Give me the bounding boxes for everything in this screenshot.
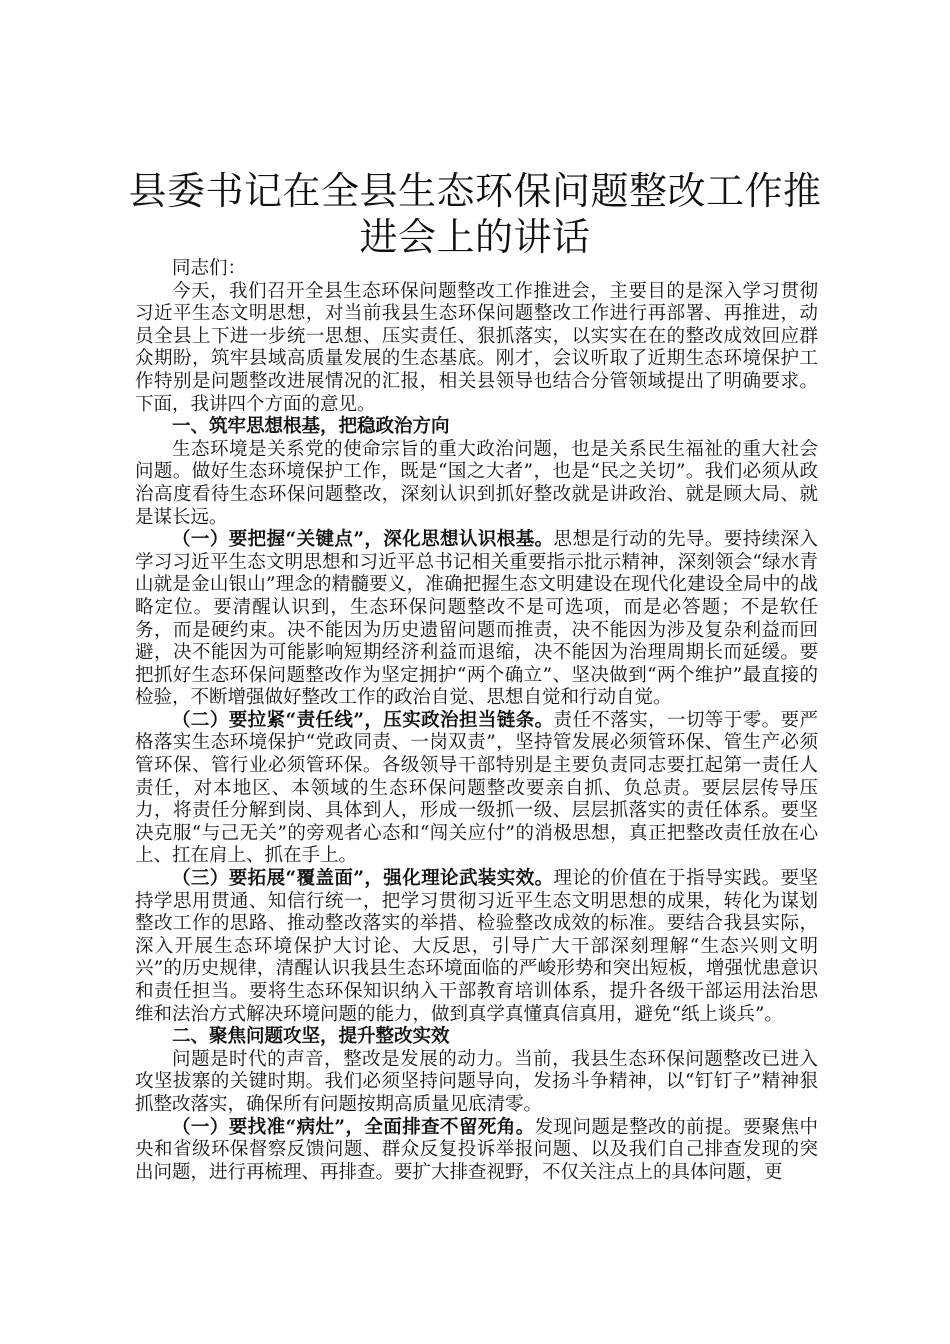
intro-paragraph: 今天，我们召开全县生态环保问题整改工作推进会，主要目的是深入学习贯彻习近平生态文明思想，对当前我县生态环保问题整改工作进行再部署、再推进，动员全县上下进一步统一思想、压实责任、狠抓落实，以实实在在的整改成效回应群众期盼，筑牢县域高质量发展的生态基底。刚才，会议听取了近期生态环境保护工作特别是问题整改进展情况的汇报，相关县领导也结合分管领域提出了明确要求。下面，我讲四个方面的意见。 bbox=[135, 280, 818, 415]
item-text: 责任不落实，一切等于零。要严格落实生态环境保护“党政同责、一岗双责”，坚持管发展必须管环保、管生产必须管环保、管行业必须管环保。各级领导干部特别是主要负责同志要扛起第一责任人责任，对本地区、本领域的生态环保问题整改要亲自抓、负总责。要层层传导压力，将责任分解到岗、具体到人，形成一级抓一级、层层抓落实的责任体系。要坚决克服“与己无关”的旁观者心态和“闯关应付”的消极思想，真正把整改责任放在心上、扛在肩上、抓在手上。 bbox=[135, 709, 818, 867]
section-2-item-1 bbox=[135, 1117, 818, 1185]
item-text: 发现问题是整改的前提。要聚焦中央和省级环保督察反馈问题、群众反复投诉举报问题、以及我们自己排查发现的突出问题，进行再梳理、再排查。要扩大排查视野，不仅关注点上的具体问题，更 bbox=[135, 1116, 818, 1183]
section-1-lead: 生态环境是关系党的使命宗旨的重大政治问题，也是关系民生福祉的重大社会问题。做好生态环境保护工作，既是“国之大者”，也是“民之关切”。我们必须从政治高度看待生态环保问题整改，深刻认识到抓好整改就是讲政治、就是顾大局、就是谋长远。 bbox=[135, 438, 818, 528]
document-title: 县委书记在全县生态环保问题整改工作推进会上的讲话 bbox=[128, 169, 822, 259]
item-heading: （三）要拓展“覆盖面”，强化理论武装实效。 bbox=[172, 868, 554, 890]
item-heading: （二）要拉紧“责任线”，压实政治担当链条。 bbox=[172, 709, 554, 731]
section-1-item-2 bbox=[135, 710, 818, 868]
section-1-item-3 bbox=[135, 868, 818, 1026]
section-1-item-1 bbox=[135, 529, 818, 710]
item-text: 思想是行动的先导。要持续深入学习习近平生态文明思想和习近平总书记相关重要指示批示精神，深刻领会“绿水青山就是金山银山”理念的精髓要义，准确把握生态文明建设在现代化建设全局中的战略定位。要清醒认识到，生态环保问题整改不是可选项，而是必答题；不是软任务，而是硬约束。决不能因为历史遗留问题而推责，决不能因为涉及复杂利益而回避，决不能因为可能影响短期经济利益而退缩，决不能因为治理周期长而延缓。要把抓好生态环保问题整改作为坚定拥护“两个确立”、坚决做到“两个维护”最直接的检验，不断增强做好整改工作的政治自觉、思想自觉和行动自觉。 bbox=[135, 529, 818, 709]
section-2-heading: 二、聚焦问题攻坚，提升整改实效 bbox=[172, 1026, 450, 1048]
item-heading: （一）要把握“关键点”，深化思想认识根基。 bbox=[172, 529, 554, 551]
item-text: 理论的价值在于指导实践。要坚持学思用贯通、知信行统一，把学习贯彻习近平生态文明思想的成果，转化为谋划整改工作的思路、推动整改落实的举措、检验整改成效的标准。要结合我县实际，深入开展生态环境保护大讨论、大反思，引导广大干部深刻理解“生态兴则文明兴”的历史规律，清醒认识我县生态环境面临的严峻形势和突出短板，增强忧患意识和责任担当。要将生态环保知识纳入干部教育培训体系，提升各级干部运用法治思维和法治方式解决环境问题的能力，做到真学真懂真信真用，避免“纸上谈兵”。 bbox=[135, 868, 818, 1025]
section-1-heading: 一、筑牢思想根基，把稳政治方向 bbox=[172, 416, 450, 438]
item-heading: （一）要找准“病灶”，全面排查不留死角。 bbox=[172, 1116, 535, 1138]
section-2-lead: 问题是时代的声音，整改是发展的动力。当前，我县生态环保问题整改已进入攻坚拔寨的关键时期。我们必须坚持问题导向，发扬斗争精神，以“钉钉子”精神狠抓整改落实，确保所有问题按期高质量见底清零。 bbox=[135, 1048, 818, 1115]
document-body bbox=[135, 258, 818, 1184]
greeting: 同志们： bbox=[172, 258, 247, 279]
